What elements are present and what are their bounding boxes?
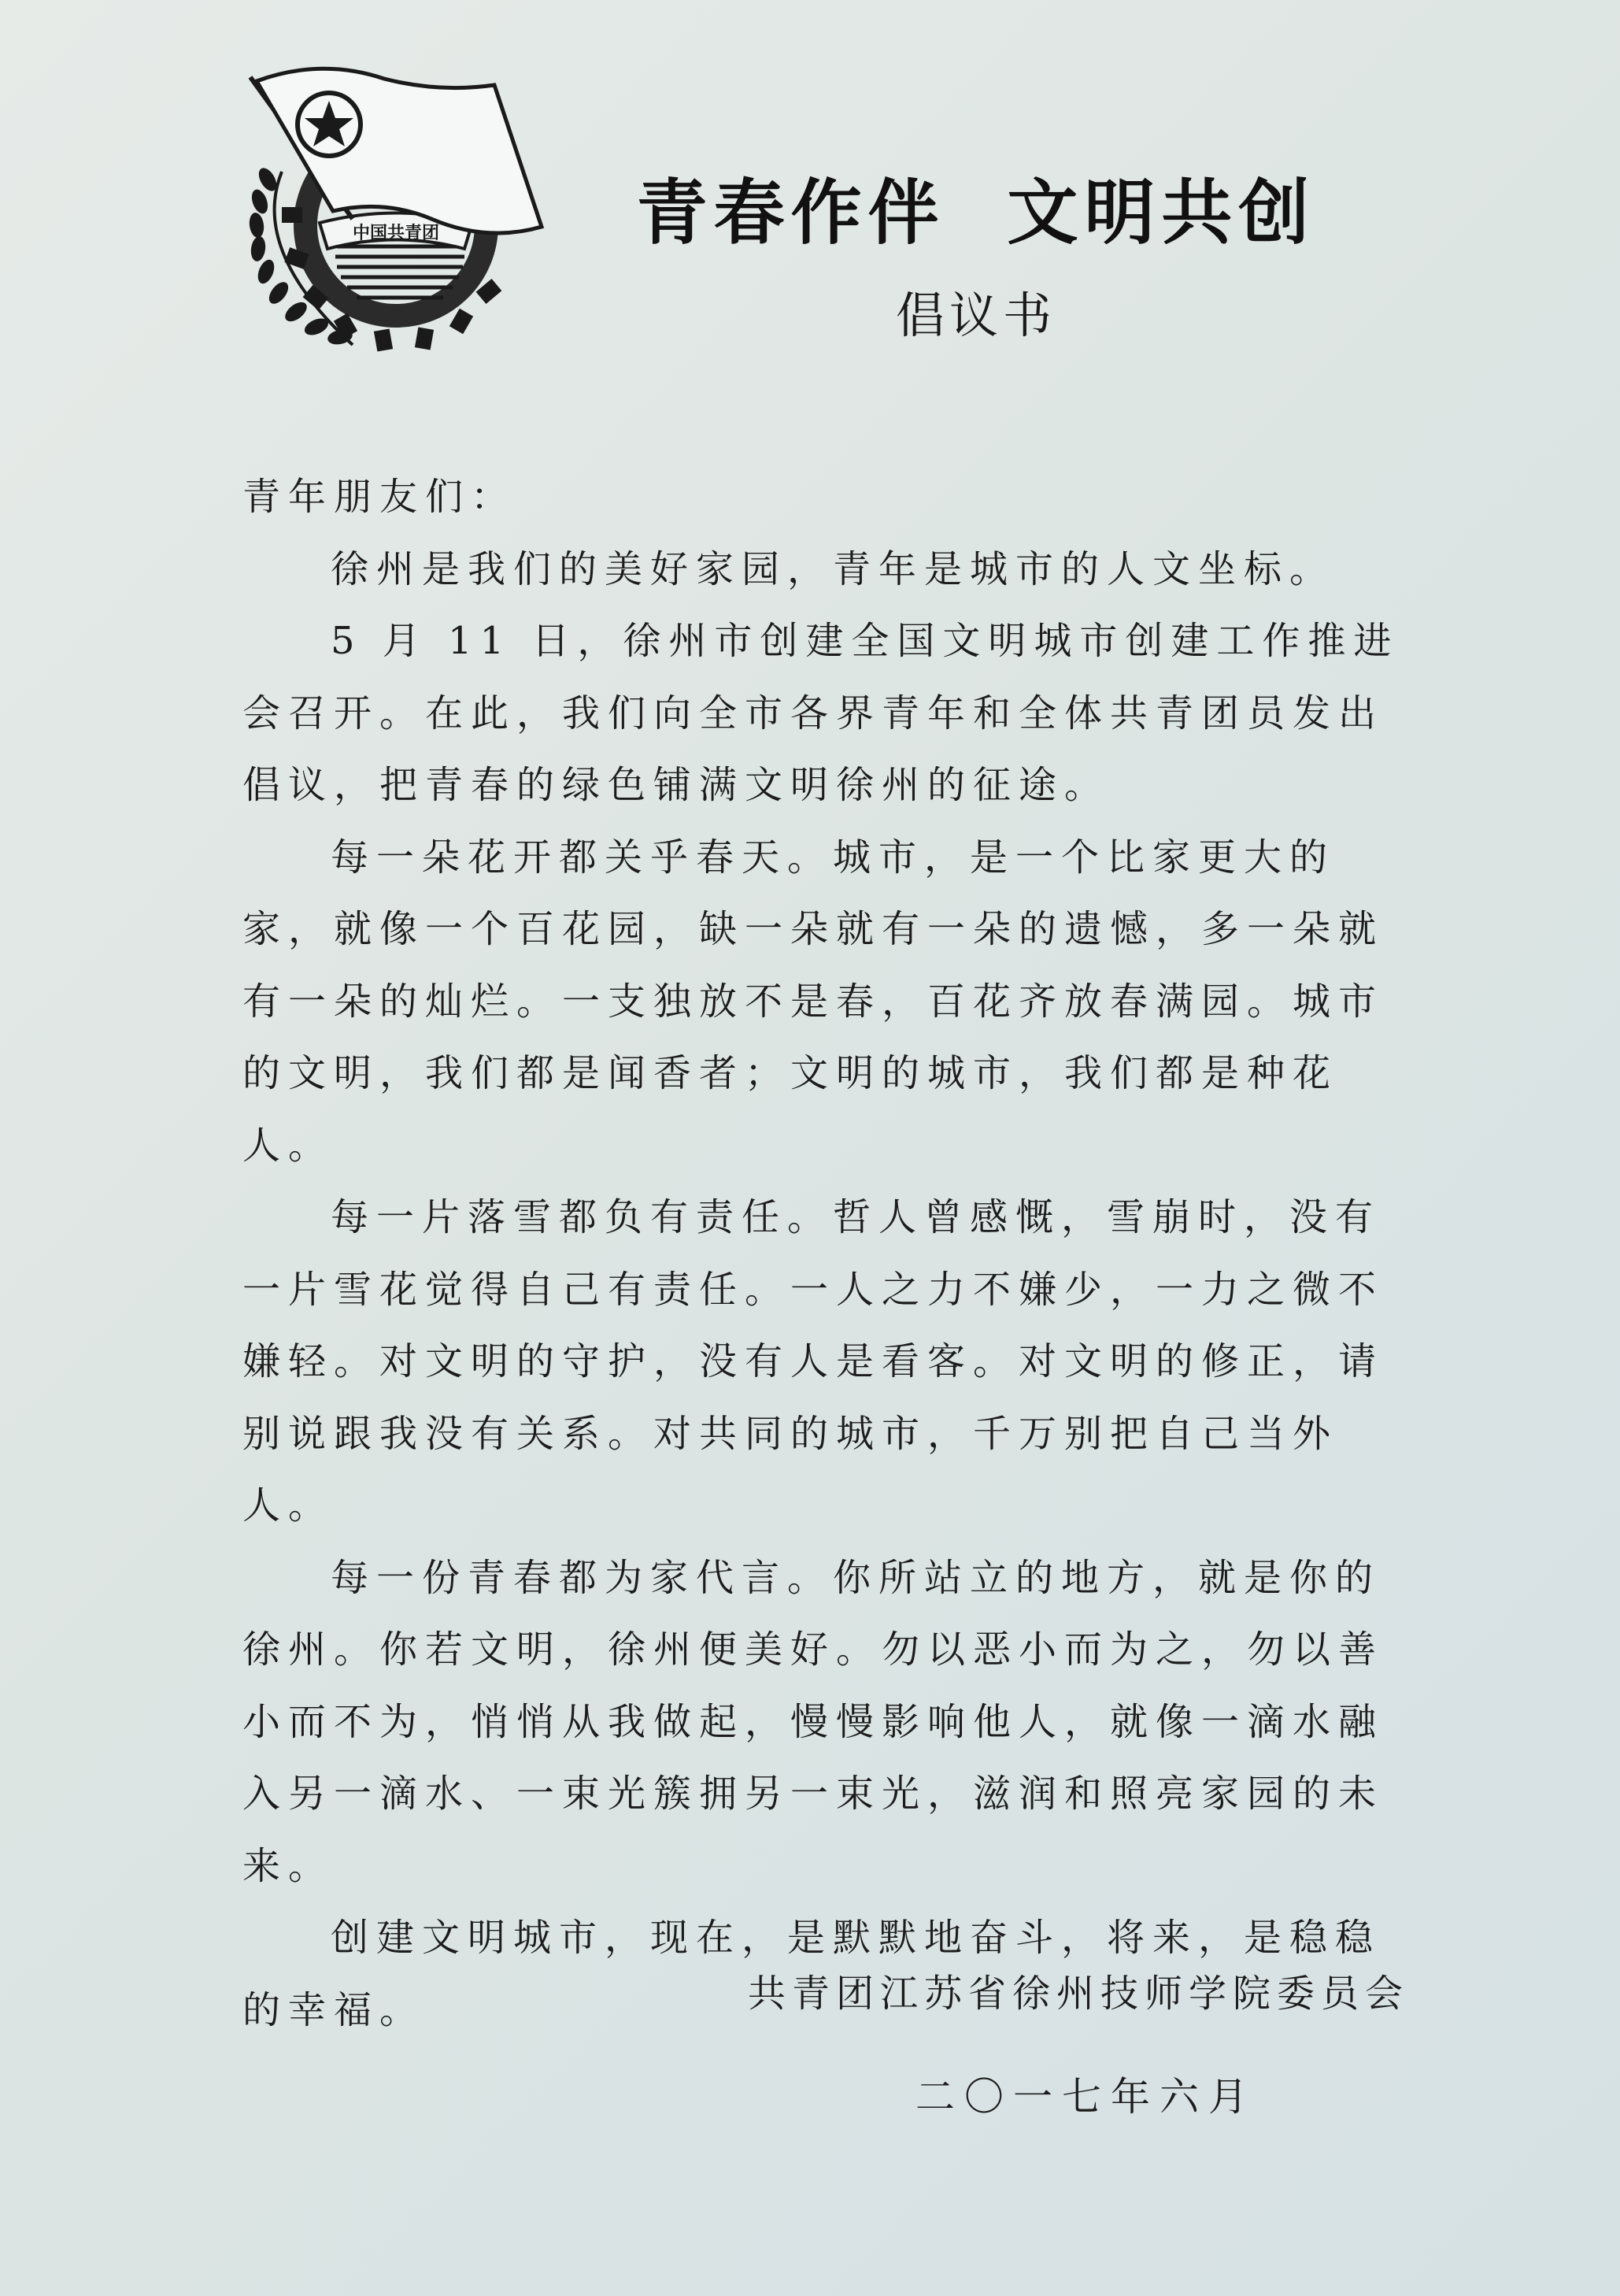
document-subtitle: 倡议书	[895, 287, 1056, 344]
paragraph-3: 每一朵花开都关乎春天。城市，是一个比家更大的家，就像一个百花园，缺一朵就有一朵的遗憾，多一朵就有一朵的灿烂。一支独放不是春，百花齐放春满园。城市的文明，我们都是闻香者；文明的城市，我们都是种花人。	[242, 835, 1385, 1168]
paragraph-2: 5 月 11 日，徐州市创建全国文明城市创建工作推进会召开。在此，我们向全市各界青年和全体共青团员发出倡议，把青春的绿色铺满文明徐州的征途。	[242, 619, 1400, 807]
letter-body	[242, 461, 1400, 2046]
document-title: 青春作伴 文明共创	[636, 172, 1316, 254]
signature-date: 二〇一七年六月	[915, 2074, 1257, 2120]
emblem-banner-text: 中国共青团	[352, 224, 440, 243]
paragraph-1: 徐州是我们的美好家园，青年是城市的人文坐标。	[331, 546, 1336, 591]
signature-organization: 共青团江苏省徐州技师学院委员会	[747, 1972, 1409, 2016]
salutation: 青年朋友们：	[242, 475, 517, 519]
paragraph-6: 创建文明城市，现在，是默默地奋斗，将来，是稳稳的幸福。	[242, 1916, 1381, 2032]
paragraph-5: 每一份青春都为家代言。你所站立的地方，就是你的徐州。你若文明，徐州便美好。勿以恶小而为之，勿以善小而不为，悄悄从我做起，慢慢影响他人，就像一滴水融入另一滴水、一束光簇拥另一束光，滋润和照亮家园的未来。	[242, 1555, 1385, 1888]
paragraph-4: 每一片落雪都负有责任。哲人曾感慨，雪崩时，没有一片雪花觉得自己有责任。一人之力不嫌少，一力之微不嫌轻。对文明的守护，没有人是看客。对文明的修正，请别说跟我没有关系。对共同的城市，千万别把自己当外人。	[242, 1195, 1385, 1528]
